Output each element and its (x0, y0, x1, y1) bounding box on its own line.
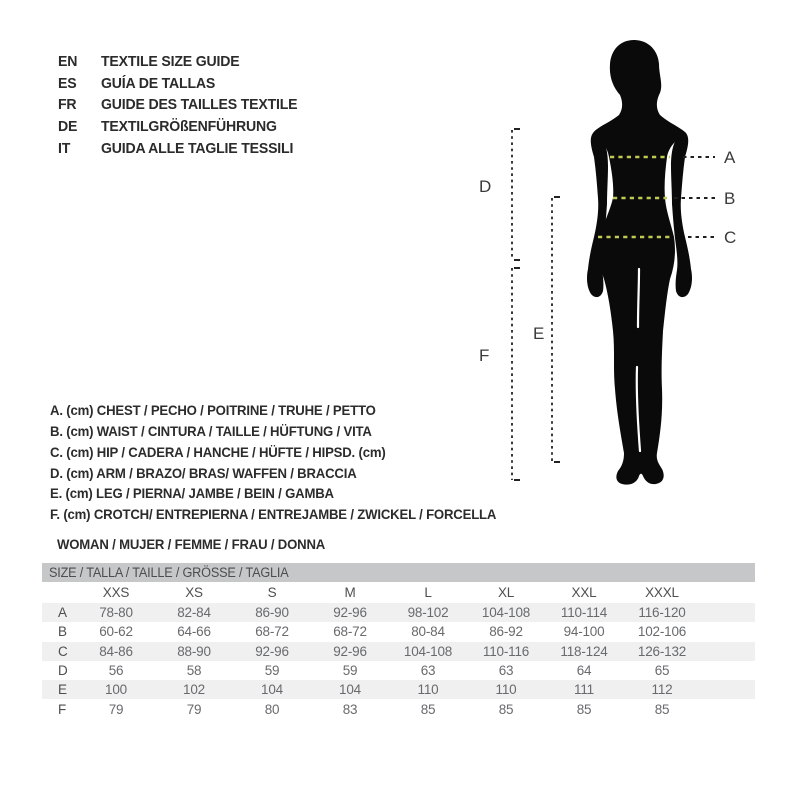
col-header: XS (185, 585, 203, 600)
lang-title: TEXTILE SIZE GUIDE (101, 53, 240, 71)
table-row-chest (42, 603, 755, 622)
cell: 118-124 (560, 643, 608, 659)
corner-cell (42, 582, 77, 603)
cell: 80-84 (411, 624, 445, 640)
lang-title: GUÍA DE TALLAS (101, 74, 216, 92)
lang-row-de (58, 116, 310, 138)
cell: 79 (108, 701, 124, 717)
cell: 102-106 (637, 624, 687, 640)
cell: 59 (264, 663, 280, 679)
lang-title: GUIDA ALLE TAGLIE TESSILI (101, 139, 294, 157)
cell: 59 (342, 663, 358, 679)
row-label: A (58, 605, 67, 621)
cell: 85 (576, 701, 592, 717)
legend-item-crotch: F. (cm) CROTCH/ ENTREPIERNA / ENTREJAMBE / ZWICKEL / FORCELLA (50, 506, 497, 523)
cell: 126-132 (637, 643, 687, 659)
cell: 83 (342, 701, 358, 717)
legend-item-leg: E. (cm) LEG / PIERNA/ JAMBE / BEIN / GAMBA (50, 485, 334, 502)
cell: 94-100 (563, 624, 605, 640)
leg-marker-label: E (533, 324, 545, 343)
lang-code: ES (58, 74, 77, 92)
col-header: S (267, 585, 277, 600)
row-label: C (58, 643, 68, 659)
row-label: B (58, 624, 67, 640)
cell: 60-62 (99, 624, 133, 640)
size-banner: SIZE / TALLA / TAILLE / GRÖSSE / TAGLIA (42, 563, 755, 582)
chest-marker-label: A (724, 148, 736, 167)
cell: 84-86 (99, 643, 133, 659)
cell: 85 (498, 701, 514, 717)
table-row-leg (42, 680, 755, 699)
silhouette-right-arm (671, 132, 692, 297)
lang-code: IT (58, 139, 71, 157)
cell: 92-96 (255, 643, 289, 659)
cell: 98-102 (407, 605, 449, 621)
cell: 86-90 (255, 605, 289, 621)
table-row-crotch (42, 699, 755, 718)
cell: 110 (495, 682, 517, 698)
crotch-marker-label: F (479, 346, 490, 365)
cell: 79 (186, 701, 202, 717)
lang-code: EN (58, 53, 78, 71)
size-header-row (42, 582, 755, 603)
filler-cell (701, 582, 755, 603)
cell: 58 (186, 663, 202, 679)
lang-row-es (58, 73, 310, 95)
cell: 104 (261, 682, 283, 698)
legend-item-hip: C. (cm) HIP / CADERA / HANCHE / HÜFTE / HIPSD. (cm) (50, 443, 386, 460)
cell: 100 (105, 682, 127, 698)
cell: 82-84 (177, 605, 211, 621)
hip-marker-label: C (724, 228, 737, 247)
lang-row-it (58, 137, 310, 159)
cell: 68-72 (255, 624, 289, 640)
filler-cell (701, 661, 755, 680)
cell: 80 (264, 701, 280, 717)
language-title-list (58, 51, 310, 159)
size-table (42, 582, 755, 719)
cell: 111 (574, 682, 594, 698)
cell: 88-90 (177, 643, 211, 659)
cell: 63 (420, 663, 436, 679)
leg-separation-line (638, 269, 639, 327)
row-label: D (58, 663, 68, 679)
col-header: L (424, 585, 432, 600)
gender-section-title: WOMAN / MUJER / FEMME / FRAU / DONNA (57, 536, 326, 552)
cell: 68-72 (333, 624, 367, 640)
lang-row-fr (58, 94, 310, 116)
col-header: XXXL (645, 585, 679, 600)
filler-cell (701, 603, 755, 622)
cell: 85 (420, 701, 436, 717)
lang-title: GUIDE DES TAILLES TEXTILE (101, 96, 298, 114)
waist-marker-label: B (724, 189, 736, 208)
cell: 112 (651, 682, 673, 698)
table-row-waist (42, 622, 755, 641)
col-header: M (344, 585, 356, 600)
lang-title: TEXTILGRÖßENFÜHRUNG (101, 118, 277, 136)
cell: 64-66 (177, 624, 211, 640)
cell: 104-108 (481, 605, 531, 621)
cell: 56 (108, 663, 124, 679)
legend-item-waist: B. (cm) WAIST / CINTURA / TAILLE / HÜFTUNG / VITA (50, 423, 372, 440)
filler-cell (701, 622, 755, 641)
cell: 85 (654, 701, 670, 717)
cell: 104 (339, 682, 361, 698)
lang-code: DE (58, 118, 78, 136)
cell: 110-116 (482, 643, 530, 659)
measurement-legend (50, 400, 525, 525)
table-row-arm (42, 661, 755, 680)
col-header: XXS (102, 585, 130, 600)
table-row-hip (42, 642, 755, 661)
lang-row-en (58, 51, 310, 73)
cell: 86-92 (489, 624, 523, 640)
row-label: F (58, 701, 67, 717)
arm-marker-label: D (479, 177, 492, 196)
cell: 116-120 (638, 605, 686, 621)
col-header: XXL (571, 585, 597, 600)
cell: 104-108 (403, 643, 453, 659)
cell: 110 (417, 682, 439, 698)
lang-code: FR (58, 96, 77, 114)
cell: 64 (576, 663, 592, 679)
filler-cell (701, 680, 755, 699)
cell: 110-114 (560, 605, 608, 621)
silhouette-body (593, 40, 686, 485)
filler-cell (701, 699, 755, 718)
cell: 102 (183, 682, 205, 698)
cell: 92-96 (333, 643, 367, 659)
cell: 65 (654, 663, 670, 679)
size-table-section (42, 563, 755, 719)
col-header: XL (497, 585, 515, 600)
cell: 92-96 (333, 605, 367, 621)
cell: 78-80 (99, 605, 133, 621)
legend-item-arm: D. (cm) ARM / BRAZO/ BRAS/ WAFFEN / BRACCIA (50, 464, 357, 481)
row-label: E (58, 682, 67, 698)
filler-cell (701, 642, 755, 661)
cell: 63 (498, 663, 514, 679)
legend-item-chest: A. (cm) CHEST / PECHO / POITRINE / TRUHE / PETTO (50, 402, 376, 419)
